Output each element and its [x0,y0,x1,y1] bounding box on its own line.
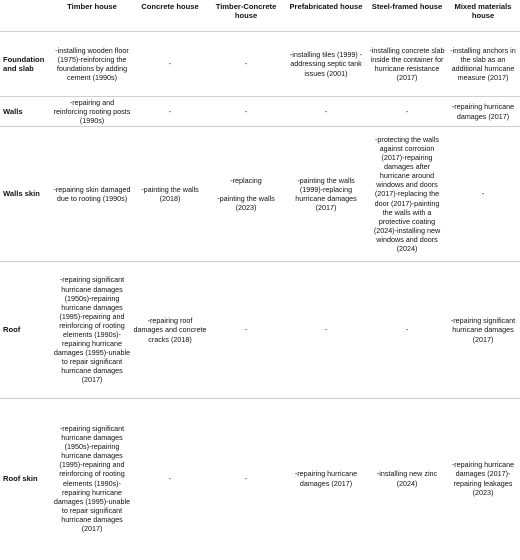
table-row [0,127,520,262]
table-cell: -repairing hurricane damages (2017)-repairing leakages (2023) [451,460,515,497]
table-cell: - [208,32,284,97]
table-cell: - [168,473,172,483]
table-cell: -installing anchors in the slab as an additional hurricane measure (2017) [446,32,520,97]
table-row [0,399,520,559]
table-cell: -repairing and reinforcing rooting posts (1990s) [53,97,131,126]
table-cell: -installing new zinc (2024) [376,469,438,488]
header-concrete-house: Concrete house [132,0,208,32]
header-timber-house: Timber house [52,0,132,32]
header-prefabricated-house: Prefabricated house [284,0,368,32]
table-cell: - [368,97,446,127]
header-timber-concrete-house: Timber-Concrete house [208,0,284,32]
table-cell: -repairing significant hurricane damages (1950s)-repairing hurricane damages (1995)-repairing and reinforcing of rooting elements (1990s)-repairing hurricane damages (1995)-unable to repair significant hurricane damages (2017) [52,262,132,399]
table-cell: - [208,262,284,399]
table-cell: -repairing significant hurricane damages (2017) [446,262,520,399]
header-corner [0,0,52,32]
table-cell: - [132,97,208,127]
row-label-roof-skin: Roof skin [3,473,38,483]
header-mixed-materials-house: Mixed materials house [446,0,520,32]
table-cell: - [446,127,520,262]
table-cell: - [284,262,368,399]
table-row [0,32,520,97]
table-row [0,262,520,399]
table-cell: - [368,262,446,399]
table-cell: -repairing hurricane damages (2017) [294,469,358,488]
table-row [0,97,520,127]
table-cell: -painting the walls (2018) [132,127,208,262]
table-cell: - [284,97,368,127]
table-cell: -repairing hurricane damages (2017) [446,97,520,127]
row-label-foundation-and-slab: Foundation and slab [0,32,52,97]
table-cell: -painting the walls (1999)-replacing hurricane damages (2017) [284,127,368,262]
table-cell: -installing tiles (1999) -addressing septic tank issues (2001) [284,32,368,97]
header-steel-framed-house: Steel-framed house [368,0,446,32]
table-cell: -installing wooden floor (1975)-reinforcing the foundations by adding cement (1990s) [52,32,132,97]
table-cell: -installing concrete slab inside the container for hurricane resistance (2017) [368,32,446,97]
table-cell: -repairing skin damaged due to rooting (1990s) [52,127,132,262]
header-row [0,0,520,32]
row-label-walls-skin: Walls skin [0,127,52,262]
table-cell: -replacing -painting the walls (2023) [208,127,284,262]
table-cell: - [208,97,284,127]
row-label-roof: Roof [0,262,52,399]
table-cell: - [132,32,208,97]
table-cell: - [244,473,248,483]
table-cell: -repairing significant hurricane damages (1950s)-repairing hurricane damages (1995)-repairing and reinforcing of rooting elements (1990s)-repairing hurricane damages (1995)-unable to repair significant hurricane damages (2017) [53,423,131,533]
row-label-walls: Walls [0,97,52,127]
table-cell: -repairing roof damages and concrete cracks (2018) [132,262,208,399]
table-cell: -protecting the walls against corrosion (2017)-repairing damages after hurricane around windows and doors (2017)-replacing the door (2017)-painting the walls with a protective coating (2024)-installing new windows and doors (2024) [368,127,446,262]
